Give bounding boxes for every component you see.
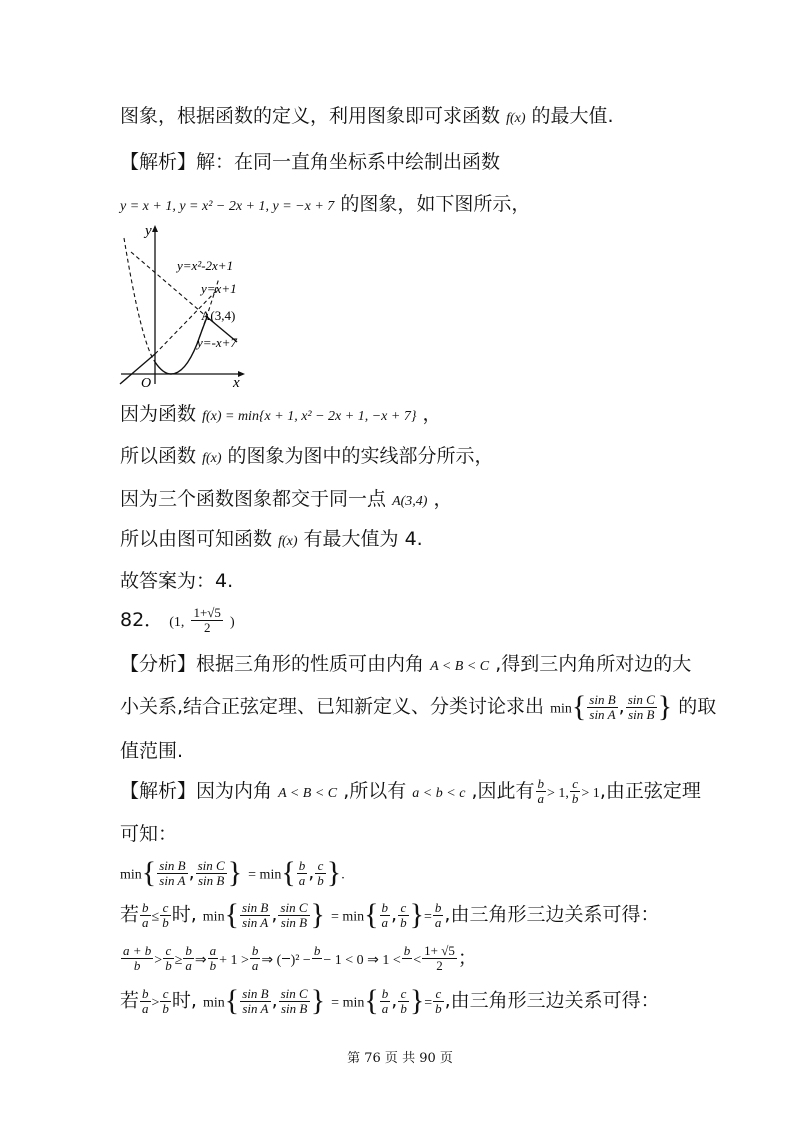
label-point-a: A(3,4): [201, 308, 236, 323]
math-fraction: $\frac{\text{sin C}}{\text{sin B}}$: [280, 985, 308, 1016]
math-text: ≥: [174, 953, 183, 968]
label-line-2: y=-x+7: [197, 335, 237, 350]
math-text: min: [120, 867, 142, 883]
line-5-end: 的图象为图中的实线部分所示，: [227, 445, 494, 467]
text-line-14: [120, 820, 177, 848]
x-axis-label: x: [233, 375, 240, 391]
math-text: >: [154, 953, 163, 968]
math-brace: }: [227, 856, 243, 889]
line-10-math: A < B < C: [430, 659, 490, 674]
line-1-math: f(x): [506, 111, 526, 126]
math-fraction: $\frac{b}{a}$: [298, 857, 306, 888]
math-brace: {: [224, 984, 240, 1017]
line-2-text: 【解析】解：在同一直角坐标系中绘制出函数: [120, 151, 501, 173]
math-fraction: $\frac{c}{b}$: [400, 985, 407, 1016]
math-fraction: $\frac{\text{sin B}}{\text{sin A}}$: [242, 985, 269, 1016]
math-fraction: b: [313, 943, 321, 958]
math-fraction: $\frac{b}{a}$: [251, 943, 259, 973]
math-text: = min: [248, 867, 282, 883]
math-brace: }: [657, 690, 673, 723]
line-13-math-1: A < B < C: [278, 786, 338, 801]
math-fraction: $\frac{c}{b}$: [435, 985, 442, 1016]
line-5-text: 所以函数: [120, 445, 197, 467]
answer-fraction: [191, 606, 222, 635]
line-5-math: f(x): [202, 451, 222, 466]
math-text: > 1: [581, 786, 600, 801]
math-fraction: $\frac{a}{b}$: [209, 943, 217, 973]
text-line-6: [120, 485, 453, 516]
text-line-11: 小关系,结合正弦定理、已知新定义、分类讨论求出 min{ $\frac{\text{sin B}}{\text{sin A}}$ , $\frac{\text{sin C}}{\text{sin B}}$ } 的取: [120, 690, 717, 723]
math-text: ⇒: [194, 953, 207, 968]
text-line-15: min{ $\frac{\text{sin B}}{\text{sin A}}$ , $\frac{\text{sin C}}{\text{sin B}}$ } = min{ $\frac{b}{a}$ , $\frac{c}{b}$ }.: [120, 856, 345, 889]
line-3-math: y = x + 1, y = x² − 2x + 1, y = −x + 7: [120, 199, 335, 214]
math-fraction: $\frac{b}{a}$: [142, 899, 149, 930]
answer-close: ): [229, 615, 235, 630]
math-text: + 1 >: [219, 953, 249, 968]
math-fraction: $\frac{b}{a}$: [434, 899, 442, 930]
text-line-7: [120, 525, 423, 556]
text-line-13: [120, 777, 701, 808]
math-text: >: [151, 995, 160, 1011]
line-1-text: 图象，根据函数的定义，利用图象即可求函数: [120, 105, 501, 127]
math-text: .: [341, 867, 345, 883]
line-13-mid-2: ,因此有: [471, 780, 535, 802]
math-brace: {: [224, 898, 239, 931]
line-13-math-2: a < b < c: [412, 786, 466, 801]
math-fraction: $\frac{c}{b}$: [162, 899, 169, 930]
math-fraction: $\frac{\text{sin C}}{\text{sin B}}$: [280, 899, 308, 930]
line-4-end: ，: [422, 403, 442, 425]
frac-sinb-sina: $\frac{\text{sin B}}{\text{sin A}}$: [589, 691, 616, 722]
math-brace: {: [364, 984, 379, 1017]
line-10-text: 【分析】根据三角形的性质可由内角: [120, 653, 425, 675]
line-7-math: f(x): [278, 534, 298, 549]
text-line-9: [120, 606, 235, 637]
page-footer: 第 76 页 共 90 页: [347, 1051, 453, 1066]
math-brace: {: [364, 898, 379, 931]
answer-denominator: 2: [203, 620, 211, 635]
math-fraction: $\frac{b}{a}$: [381, 985, 389, 1016]
text-line-18: 若 $\frac{b}{a}$ > $\frac{c}{b}$ 时, min{ $\frac{\text{sin B}}{\text{sin A}}$ , $\frac{\text{sin C}}{\text{sin B}}$ } = min{ $\frac{b}{a}$ , $\frac{c}{b}$ }= $\frac{c}{b}$ ,由三角形三边关系可得：: [120, 984, 660, 1017]
math-fraction: $\frac{\text{sin B}}{\text{sin A}}$: [159, 857, 186, 888]
math-fraction: $\frac{b}{a}$: [142, 985, 149, 1016]
text-line-17: $\frac{a + b}{b}$ > $\frac{c}{b}$ ≥ $\frac{b}{a}$ ⇒ $\frac{a}{b}$ + 1 > $\frac{b}{a}$ ⇒ ( )² − b − 1 < 0 ⇒ 1 < b < $\frac{1+ √5}{2}$ ；: [123, 943, 477, 973]
math-brace: }: [310, 984, 326, 1017]
math-text: min: [202, 909, 225, 925]
frac-b-a: $\frac{b}{a}$: [537, 776, 544, 806]
math-text: min: [203, 995, 225, 1011]
math-fraction: $\frac{1+ √5}{2}$: [424, 943, 455, 973]
line-6-math: A(3,4): [392, 494, 428, 509]
math-brace: {: [141, 856, 157, 889]
math-text: = min: [330, 909, 365, 925]
line-6-end: ，: [433, 488, 453, 510]
math-fraction: $\frac{a + b}{b}$: [123, 943, 152, 973]
math-text: ≤: [151, 909, 160, 925]
math-brace: }: [326, 856, 342, 889]
math-text: <: [413, 953, 422, 968]
math-text: − 1 < 0 ⇒ 1 <: [323, 953, 401, 968]
text-line-1: [120, 102, 614, 133]
line-11-text: 小关系,结合正弦定理、已知新定义、分类讨论求出: [120, 695, 545, 718]
math-fraction: [282, 944, 289, 973]
line-11-min: min: [550, 701, 572, 717]
label-parabola: y=x²-2x+1: [177, 258, 234, 273]
frac-sinc-sinb: $\frac{\text{sin C}}{\text{sin B}}$: [627, 691, 655, 722]
math-brace: }: [409, 984, 425, 1017]
math-fraction: $\frac{b}{a}$: [185, 943, 192, 973]
math-fraction: $\frac{c}{b}$: [317, 857, 324, 888]
math-text: > 1,: [547, 786, 569, 801]
line-7-text: 所以由图可知函数: [120, 528, 273, 550]
line-13-mid: ,所以有: [343, 780, 407, 802]
line-14-text: 可知：: [120, 823, 178, 845]
origin-label: O: [141, 376, 152, 391]
text-line-5: [120, 442, 494, 473]
line-7-end: 有最大值为 4.: [303, 528, 423, 550]
line-6-text: 因为三个函数图象都交于同一点: [120, 488, 387, 510]
line-11-end: 的取: [678, 695, 717, 718]
problem-number: 82．: [120, 609, 164, 631]
line-10-end: ,得到三内角所对边的大: [495, 653, 692, 675]
answer-numerator: 1+√5: [193, 605, 221, 620]
math-text: )² −: [290, 953, 311, 968]
math-fraction: $\frac{c}{b}$: [162, 985, 169, 1016]
math-text: =: [424, 995, 433, 1011]
math-brace: }: [310, 898, 325, 931]
function-graph: [115, 222, 260, 392]
y-axis-label: y: [145, 223, 152, 239]
math-fraction: $\frac{\text{sin B}}{\text{sin A}}$: [241, 899, 269, 930]
text-line-12: [120, 737, 183, 765]
math-fraction: $\frac{c}{b}$: [400, 899, 407, 930]
line-8-text: 故答案为：4.: [120, 570, 234, 592]
line-1-end: 的最大值.: [531, 105, 614, 127]
math-brace: {: [571, 690, 587, 723]
text-line-2: [120, 148, 500, 176]
math-fraction: b: [403, 943, 411, 958]
label-line-1: y=x+1: [201, 281, 237, 296]
y-axis-arrow: [152, 225, 158, 232]
line-4-math: f(x) = min{x + 1, x² − 2x + 1, −x + 7}: [202, 409, 417, 424]
text-line-8: [120, 567, 233, 595]
math-text: = min: [331, 995, 365, 1011]
line-13-text: 【解析】因为内角: [120, 780, 273, 802]
math-text: =: [424, 909, 432, 925]
math-fraction: $\frac{\text{sin C}}{\text{sin B}}$: [197, 857, 225, 888]
parabola-dashed: [124, 238, 155, 362]
frac-c-b: $\frac{c}{b}$: [571, 776, 579, 806]
text-line-3: [120, 190, 530, 221]
text-line-16: 若 $\frac{b}{a}$ ≤ $\frac{c}{b}$ 时, min{ $\frac{\text{sin B}}{\text{sin A}}$ , $\frac{\text{sin C}}{\text{sin B}}$ } = min{ $\frac{b}{a}$ , $\frac{c}{b}$ }= $\frac{b}{a}$ ,由三角形三边关系可得：: [120, 898, 660, 931]
text-line-4: [120, 400, 442, 431]
math-brace: }: [409, 898, 424, 931]
line-13-end: ,由正弦定理: [599, 780, 701, 802]
math-brace: {: [281, 856, 296, 889]
line-12-text: 值范围.: [120, 740, 184, 762]
answer-open: (1,: [169, 615, 185, 630]
math-fraction: $\frac{b}{a}$: [381, 899, 389, 930]
math-text: ⇒ (: [261, 953, 282, 968]
text-line-10: [120, 650, 691, 681]
math-fraction: $\frac{c}{b}$: [165, 943, 172, 973]
line-3-text: 的图象，如下图所示，: [340, 193, 531, 215]
line-4-text: 因为函数: [120, 403, 197, 425]
